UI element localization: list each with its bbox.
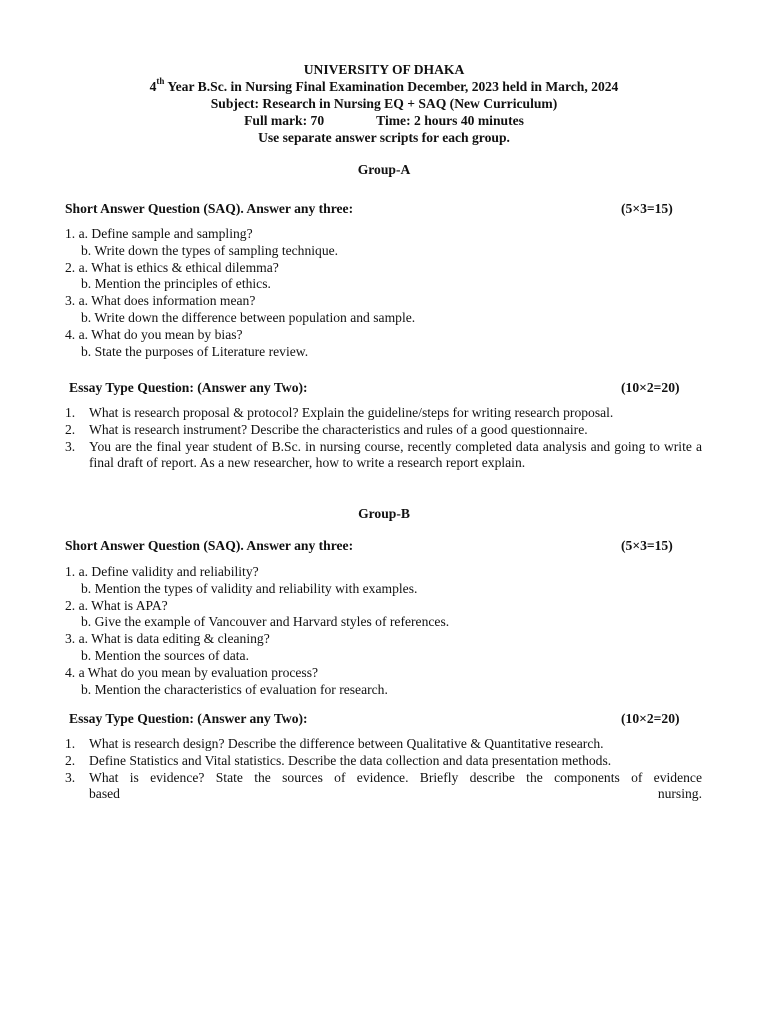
full-mark: Full mark: 70 [244, 113, 325, 128]
group-b-title: Group-B [358, 506, 410, 521]
exam-time: Time: 2 hours 40 minutes [376, 113, 524, 128]
list-item: 1. What is research proposal & protocol? Explain the guideline/steps for writing research proposal. [65, 405, 614, 420]
list-item: 3. a. What is data editing & cleaning? [65, 631, 270, 647]
group-a-essay-heading: Essay Type Question: (Answer any Two): [69, 380, 308, 395]
subject-line: Subject: Research in Nursing EQ + SAQ (New Curriculum) [210, 96, 558, 111]
group-b-saq-list [65, 564, 449, 698]
group-b-essay-marks: (10×2=20) [621, 711, 680, 726]
list-item: 3. You are the final year student of B.Sc. in nursing course, recently completed data analysis and going to write a final draft of report. As a new researcher, how to write a research report explain. [65, 438, 702, 471]
list-item: 1. What is research design? Describe the difference between Qualitative & Quantitative research. [65, 736, 604, 751]
university-name: UNIVERSITY OF DHAKA [303, 62, 465, 77]
group-a-essay-list [65, 405, 702, 472]
group-b-essay-heading: Essay Type Question: (Answer any Two): [69, 711, 308, 726]
group-b-saq-heading: Short Answer Question (SAQ). Answer any three: [65, 538, 354, 553]
group-b-essay-list [65, 736, 702, 803]
list-item: b. Mention the sources of data. [81, 647, 249, 663]
list-item: 4. a. What do you mean by bias? [65, 326, 243, 342]
list-item: 4. a What do you mean by evaluation process? [65, 664, 319, 680]
group-a-essay-marks: (10×2=20) [621, 380, 680, 395]
group-a-saq-heading: Short Answer Question (SAQ). Answer any three: [65, 201, 354, 216]
list-item: 3. a. What does information mean? [65, 293, 256, 309]
group-a-title: Group-A [357, 162, 411, 177]
list-item: 1. a. Define sample and sampling? [65, 226, 253, 241]
list-item: 2. a. What is APA? [65, 597, 168, 613]
list-item: 3. What is evidence? State the sources of evidence. Briefly describe the components of evidence based nursing. [65, 769, 702, 802]
list-item: 2. What is research instrument? Describe the characteristics and rules of a good questionnaire. [65, 421, 588, 437]
list-item: 1. a. Define validity and reliability? [65, 564, 259, 579]
instruction-line: Use separate answer scripts for each group. [258, 130, 510, 145]
marks-time-line [0, 112, 768, 129]
list-item: b. Mention the principles of ethics. [81, 276, 271, 292]
group-b-saq-marks: (5×3=15) [621, 538, 673, 553]
list-item: b. Mention the types of validity and reliability with examples. [81, 580, 418, 596]
list-item: b. Mention the characteristics of evaluation for research. [81, 681, 388, 697]
exam-header [0, 61, 768, 146]
group-a-saq-marks: (5×3=15) [621, 201, 673, 216]
list-item: 2. a. What is ethics & ethical dilemma? [65, 259, 279, 275]
list-item: b. Write down the difference between population and sample. [81, 309, 416, 325]
list-item: b. Write down the types of sampling technique. [81, 242, 339, 258]
exam-title: 4th Year B.Sc. in Nursing Final Examination December, 2023 held in March, 2024 [149, 76, 619, 94]
list-item: 2. Define Statistics and Vital statistics. Describe the data collection and data presentation methods. [65, 752, 612, 768]
list-item: b. Give the example of Vancouver and Harvard styles of references. [81, 614, 450, 630]
list-item: b. State the purposes of Literature review. [81, 343, 309, 359]
group-a-saq-list [65, 226, 415, 360]
